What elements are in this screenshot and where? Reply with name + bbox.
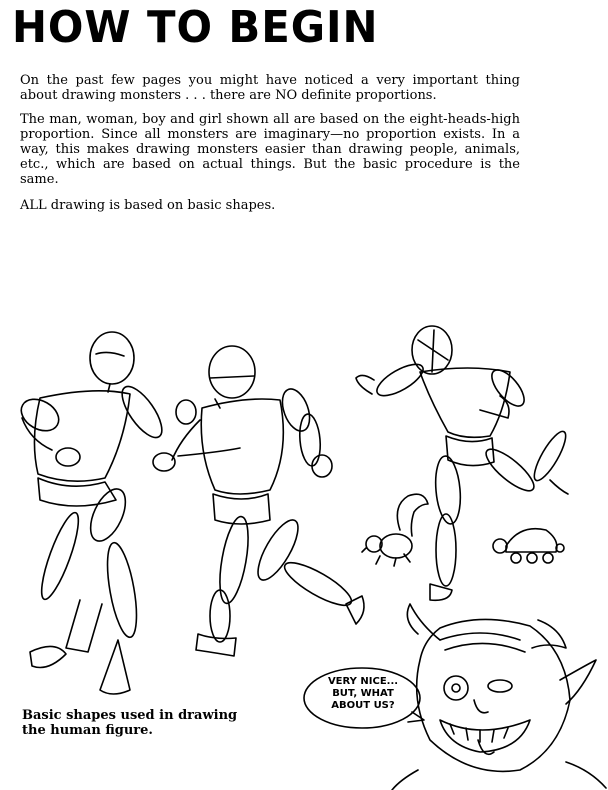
paragraph-eight-heads: The man, woman, boy and girl shown all are based on the eight-heads-high proportion. Since all monsters are imaginary—no proportion exists. In a way, this makes drawing monsters easier than drawing people, animals, etc., which are based on actual things. But the basic procedure is the same. [20,112,520,187]
page-title: HOW TO BEGIN [12,2,379,53]
turtle-icon [493,529,564,563]
figure-two-icon [153,346,364,656]
speech-bubble-text: VERY NICE... BUT, WHAT ABOUT US? [327,676,399,711]
squirrel-icon [362,494,428,566]
figure-caption: Basic shapes used in drawing the human figure. [22,708,238,738]
figure-one-icon [16,332,196,694]
monster-head-icon [392,604,606,790]
paragraph-basic-shapes: ALL drawing is based on basic shapes. [20,198,276,213]
figure-three-icon [356,326,571,600]
paragraph-proportions: On the past few pages you might have noticed a very important thing about drawing monsters . . . there are NO definite proportions. [20,73,520,103]
